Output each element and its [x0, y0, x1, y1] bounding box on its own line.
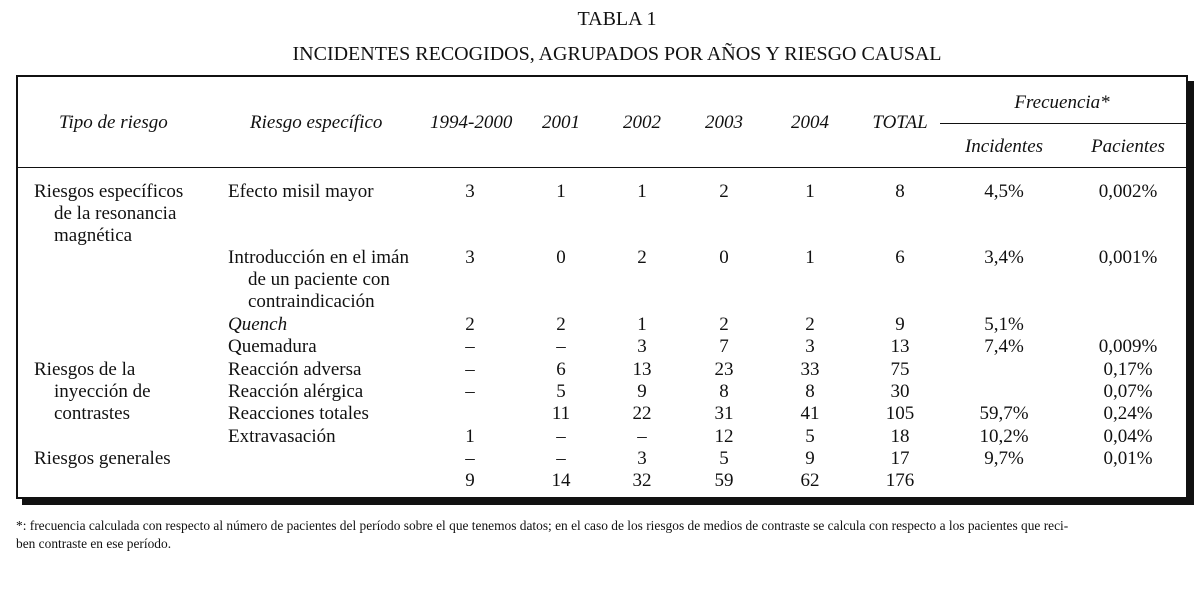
cell-total: 18	[890, 426, 910, 447]
grand-total: 176	[885, 470, 915, 491]
frecuencia-rule	[940, 123, 1186, 124]
total-y1: 9	[465, 470, 475, 491]
cell-y1: 2	[465, 314, 475, 335]
cell-y4: 2	[719, 314, 729, 335]
group-rm-line1: Riesgos específicos	[34, 181, 184, 202]
group-rm-line3: magnética	[54, 225, 133, 246]
total-y4: 59	[714, 470, 734, 491]
cell-y5: 3	[805, 336, 815, 357]
row-name: Quench	[228, 314, 288, 335]
cell-total: 105	[885, 403, 915, 424]
header-riesgo-especifico: Riesgo específico	[250, 112, 383, 133]
cell-y4: 12	[714, 426, 734, 447]
cell-y3: 1	[637, 314, 647, 335]
cell-y4: 5	[719, 448, 729, 469]
cell-pacientes: 0,001%	[1098, 247, 1158, 268]
cell-y1: 3	[465, 181, 475, 202]
row-name: Reacciones totales	[228, 403, 369, 424]
cell-y4: 2	[719, 181, 729, 202]
cell-incidentes: 5,1%	[984, 314, 1024, 335]
cell-y4: 7	[719, 336, 729, 357]
cell-y1: –	[465, 336, 475, 357]
cell-y2: –	[556, 448, 566, 469]
cell-y2: 11	[551, 403, 571, 424]
row-name: Quemadura	[228, 336, 317, 357]
cell-y4: 0	[719, 247, 729, 268]
cell-y2: –	[556, 336, 566, 357]
cell-y5: 1	[805, 181, 815, 202]
cell-incidentes: 10,2%	[979, 426, 1029, 447]
cell-y3: 1	[637, 181, 647, 202]
cell-incidentes: 4,5%	[984, 181, 1024, 202]
cell-y5: 9	[805, 448, 815, 469]
cell-total: 30	[890, 381, 910, 402]
footnote-line-2: ben contraste en ese período.	[16, 536, 172, 551]
row-name: Efecto misil mayor	[228, 181, 374, 202]
cell-pacientes: 0,24%	[1103, 403, 1153, 424]
cell-incidentes: 7,4%	[984, 336, 1024, 357]
row-name-line2: de un paciente con	[248, 269, 390, 290]
header-2004: 2004	[791, 112, 829, 133]
group-iny-line3: contrastes	[54, 403, 130, 424]
cell-total: 9	[895, 314, 905, 335]
cell-y1: –	[465, 381, 475, 402]
header-total: TOTAL	[872, 112, 928, 133]
table-title: TABLA 1	[577, 8, 657, 30]
cell-y5: 33	[800, 359, 820, 380]
header-1994-2000: 1994-2000	[430, 112, 513, 133]
cell-total: 13	[890, 336, 910, 357]
row-name: Introducción en el imán	[228, 247, 409, 268]
cell-y3: 13	[632, 359, 652, 380]
total-y3: 32	[632, 470, 652, 491]
cell-y5: 1	[805, 247, 815, 268]
cell-y1: 3	[465, 247, 475, 268]
table-subtitle: INCIDENTES RECOGIDOS, AGRUPADOS POR AÑOS Y RIESGO CAUSAL	[292, 43, 942, 65]
header-rule	[18, 167, 1186, 168]
cell-total: 8	[895, 181, 905, 202]
row-name: Reacción alérgica	[228, 381, 364, 402]
header-2001: 2001	[542, 112, 580, 133]
footnote-line-1: *: frecuencia calculada con respecto al número de pacientes del período sobre el que tenemos datos; en el caso de los riesgos de medios de contraste se calcula con respecto a los pacientes que reci-	[16, 518, 1069, 533]
group-rm-line2: de la resonancia	[54, 203, 177, 224]
cell-y3: 22	[632, 403, 652, 424]
cell-total: 75	[890, 359, 910, 380]
cell-y3: 9	[637, 381, 647, 402]
cell-total: 6	[895, 247, 905, 268]
header-tipo-riesgo: Tipo de riesgo	[59, 112, 168, 133]
cell-pacientes: 0,07%	[1103, 381, 1153, 402]
cell-y2: 6	[556, 359, 566, 380]
cell-y3: –	[637, 426, 647, 447]
cell-incidentes: 9,7%	[984, 448, 1024, 469]
row-name-line3: contraindicación	[248, 291, 375, 312]
group-iny-line1: Riesgos de la	[34, 359, 136, 380]
cell-y5: 8	[805, 381, 815, 402]
cell-incidentes: 3,4%	[984, 247, 1024, 268]
group-generales: Riesgos generales	[34, 448, 171, 469]
cell-y1: 1	[465, 426, 475, 447]
cell-y5: 41	[800, 403, 820, 424]
cell-y2: 1	[556, 181, 566, 202]
total-y2: 14	[551, 470, 571, 491]
cell-y4: 23	[714, 359, 734, 380]
cell-y2: 0	[556, 247, 566, 268]
cell-y3: 3	[637, 448, 647, 469]
cell-y4: 31	[714, 403, 734, 424]
cell-incidentes: 59,7%	[979, 403, 1029, 424]
cell-pacientes: 0,002%	[1098, 181, 1158, 202]
cell-y2: 5	[556, 381, 566, 402]
cell-y5: 2	[805, 314, 815, 335]
cell-pacientes: 0,009%	[1098, 336, 1158, 357]
header-pacientes: Pacientes	[1091, 136, 1165, 157]
cell-pacientes: 0,17%	[1103, 359, 1153, 380]
header-2002: 2002	[623, 112, 661, 133]
group-iny-line2: inyección de	[54, 381, 151, 402]
cell-y3: 2	[637, 247, 647, 268]
row-name: Extravasación	[228, 426, 336, 447]
header-frecuencia: Frecuencia*	[1014, 92, 1110, 113]
cell-y2: –	[556, 426, 566, 447]
cell-pacientes: 0,04%	[1103, 426, 1153, 447]
header-2003: 2003	[705, 112, 743, 133]
footnote	[16, 517, 1195, 553]
header-incidentes: Incidentes	[964, 136, 1044, 157]
table-frame	[16, 75, 1188, 499]
cell-y1: –	[465, 448, 475, 469]
cell-y4: 8	[719, 381, 729, 402]
cell-y5: 5	[805, 426, 815, 447]
cell-y3: 3	[637, 336, 647, 357]
total-y5: 62	[800, 470, 820, 491]
cell-total: 17	[890, 448, 910, 469]
cell-y2: 2	[556, 314, 566, 335]
cell-y1: –	[465, 359, 475, 380]
row-name: Reacción adversa	[228, 359, 362, 380]
cell-pacientes: 0,01%	[1103, 448, 1153, 469]
